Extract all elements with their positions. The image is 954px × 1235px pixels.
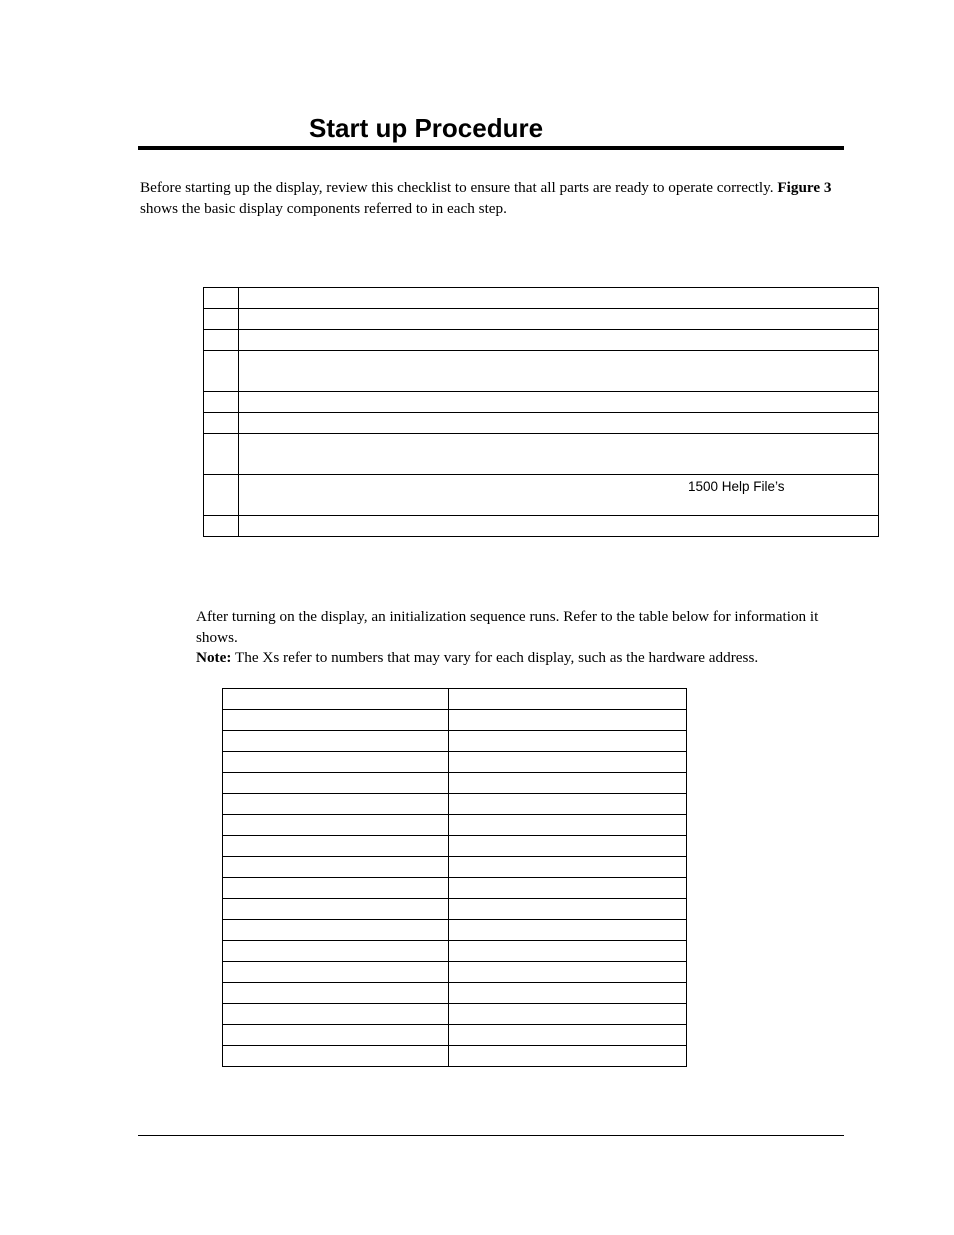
display-message-cell (223, 878, 449, 899)
description-cell (449, 1046, 687, 1067)
table-row (223, 899, 687, 920)
note (196, 648, 856, 669)
initialization-paragraph (196, 607, 856, 669)
step-description (239, 413, 879, 434)
description-cell (449, 962, 687, 983)
help-file-reference: 1500 Help File’s (688, 479, 785, 494)
step-number (204, 475, 239, 516)
checklist-row (204, 392, 879, 413)
step-number (204, 288, 239, 309)
display-message-cell (223, 920, 449, 941)
display-message-cell (223, 815, 449, 836)
intro-text: Before starting up the display, review this checklist to ensure that all parts are ready to operate correctly. (140, 179, 778, 196)
description-cell (449, 899, 687, 920)
display-message-cell (223, 899, 449, 920)
checklist-row (204, 351, 879, 392)
table-row (223, 1046, 687, 1067)
table-row (223, 815, 687, 836)
step-number (204, 434, 239, 475)
checklist-row (204, 413, 879, 434)
table-row (223, 731, 687, 752)
step-description (239, 309, 879, 330)
step-number (204, 392, 239, 413)
table-row (223, 836, 687, 857)
step-description (239, 330, 879, 351)
step-description (239, 392, 879, 413)
table-row (223, 752, 687, 773)
step-number (204, 516, 239, 537)
note-label: Note: (196, 649, 232, 666)
step-number (204, 351, 239, 392)
note-text: The Xs refer to numbers that may vary for each display, such as the hardware address. (231, 649, 759, 666)
table-row (223, 962, 687, 983)
display-message-cell (223, 836, 449, 857)
description-cell (449, 836, 687, 857)
display-message-cell (223, 983, 449, 1004)
table-row (223, 983, 687, 1004)
footer-divider (138, 1135, 844, 1136)
step-number (204, 413, 239, 434)
description-cell (449, 752, 687, 773)
display-message-cell (223, 962, 449, 983)
table-row (223, 794, 687, 815)
table-row (223, 857, 687, 878)
description-cell (449, 878, 687, 899)
checklist-row (204, 434, 879, 475)
startup-checklist-table (203, 287, 879, 537)
checklist-row (204, 288, 879, 309)
step-number (204, 330, 239, 351)
initialization-text: After turning on the display, an initialization sequence runs. Refer to the table below for information it shows. (196, 608, 819, 646)
page-title: Start up Procedure (309, 113, 544, 143)
step-description (239, 516, 879, 537)
display-message-cell (223, 794, 449, 815)
table-row (223, 1025, 687, 1046)
description-cell (449, 1004, 687, 1025)
display-message-cell (223, 1004, 449, 1025)
description-cell (449, 794, 687, 815)
display-message-cell (223, 857, 449, 878)
intro-paragraph (140, 178, 840, 219)
description-cell (449, 731, 687, 752)
display-message-cell (223, 752, 449, 773)
display-message-cell (223, 731, 449, 752)
description-cell (449, 857, 687, 878)
description-cell (449, 920, 687, 941)
step-description (239, 288, 879, 309)
step-description (239, 475, 879, 516)
table-row (223, 1004, 687, 1025)
table-row (223, 689, 687, 710)
checklist-row (204, 309, 879, 330)
checklist-row (204, 516, 879, 537)
checklist-row (204, 330, 879, 351)
table-row (223, 710, 687, 731)
description-cell (449, 689, 687, 710)
step-description (239, 351, 879, 392)
title-divider (138, 146, 844, 150)
table-row (223, 920, 687, 941)
checklist-row (204, 475, 879, 516)
description-cell (449, 815, 687, 836)
display-message-cell (223, 1046, 449, 1067)
description-cell (449, 941, 687, 962)
description-cell (449, 773, 687, 794)
display-message-cell (223, 1025, 449, 1046)
display-message-cell (223, 710, 449, 731)
display-message-cell (223, 689, 449, 710)
description-cell (449, 710, 687, 731)
figure-reference: Figure 3 (777, 179, 832, 196)
step-description (239, 434, 879, 475)
initialization-sequence-table (222, 688, 687, 1067)
step-number (204, 309, 239, 330)
display-message-cell (223, 773, 449, 794)
description-cell (449, 1025, 687, 1046)
table-row (223, 878, 687, 899)
display-message-cell (223, 941, 449, 962)
intro-text-end: shows the basic display components referred to in each step. (140, 199, 507, 217)
description-cell (449, 983, 687, 1004)
table-row (223, 773, 687, 794)
table-row (223, 941, 687, 962)
